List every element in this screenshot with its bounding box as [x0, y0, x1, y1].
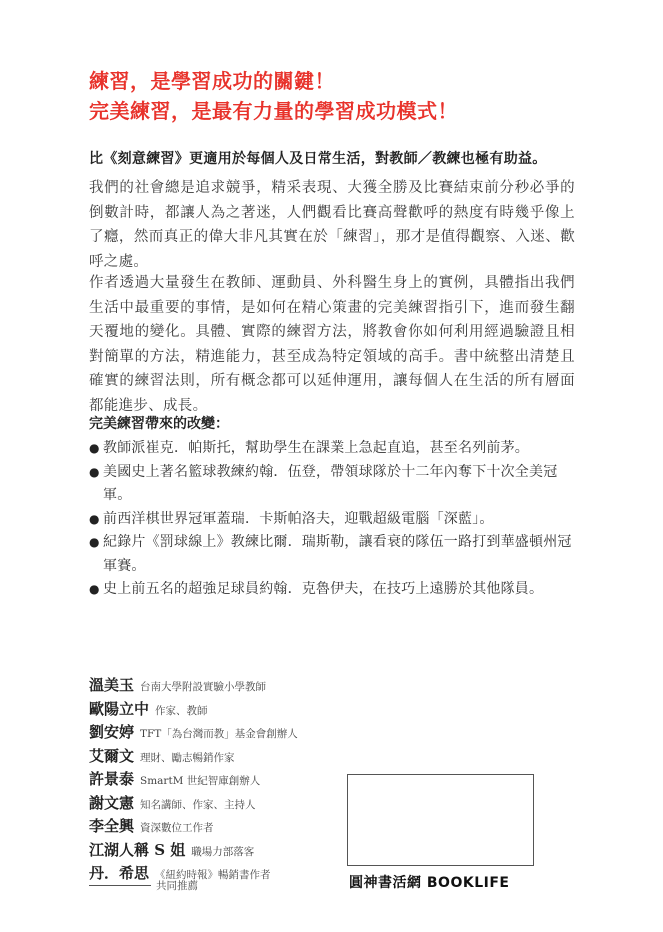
- endorser-row: [89, 745, 349, 769]
- bullet-icon: ●: [89, 535, 100, 549]
- intro-paragraph: 我們的社會總是追求競爭，精采表現、大獲全勝及比賽結束前分秒必爭的倒數計時，都讓人為之著迷，人們觀看比賽高聲歡呼的熱度有時幾乎像上了癮，然而真正的偉大非凡其實在於「練習」，那才是值得觀察、入迷、歡呼之處。: [89, 180, 575, 270]
- headline-line-2: 完美練習，是最有力量的學習成功模式！: [89, 99, 458, 123]
- endorser-name: 劉安婷: [89, 723, 135, 741]
- list-item-text: 紀錄片《罰球線上》教練比爾．瑞斯勒，讓看衰的隊伍一路打到華盛頓州冠軍賽。: [103, 534, 572, 574]
- list-item: [89, 531, 579, 578]
- changes-list: [89, 437, 579, 602]
- endorser-name: 許景泰: [89, 770, 135, 788]
- endorser-row: [89, 698, 349, 722]
- headline-line-1: 練習，是學習成功的關鍵！: [89, 69, 335, 93]
- endorser-name: 江湖人稱 S 姐: [89, 840, 186, 859]
- endorser-name: 李全興: [89, 817, 135, 835]
- changes-title: 完美練習帶來的改變：: [89, 416, 229, 432]
- lead-sentence: 比《刻意練習》更適用於每個人及日常生活，對教師／教練也極有助益。: [89, 151, 547, 167]
- joint-recommendation: [89, 878, 198, 893]
- barcode-placeholder-box: [347, 774, 534, 866]
- endorser-title: TFT「為台灣而教」基金會創辦人: [140, 728, 298, 740]
- endorser-row: [89, 768, 349, 792]
- endorser-title: 理財、勵志暢銷作家: [140, 751, 235, 764]
- endorser-row: [89, 815, 349, 839]
- endorser-row: [89, 674, 349, 698]
- endorser-row: [89, 721, 349, 745]
- endorser-name: 艾爾文: [89, 746, 135, 765]
- endorser-title: 資深數位工作者: [140, 822, 214, 834]
- list-item: [89, 578, 579, 602]
- bullet-icon: ●: [89, 441, 100, 455]
- recommend-divider: [89, 885, 151, 886]
- endorser-name: 溫美玉: [89, 676, 135, 694]
- headline: [89, 66, 458, 126]
- endorser-title: 作家、教師: [155, 704, 208, 717]
- bullet-icon: ●: [89, 464, 100, 479]
- endorser-row: [89, 792, 349, 816]
- endorser-name: 歐陽立中: [89, 699, 150, 718]
- endorser-name: 丹．希思: [89, 864, 150, 882]
- list-item-text: 史上前五名的超強足球員約翰．克魯伊夫，在技巧上遠勝於其他隊員。: [103, 581, 544, 597]
- recommend-label: 共同推薦: [156, 880, 198, 892]
- endorser-title: 知名講師、作家、主持人: [140, 798, 256, 811]
- list-item-text: 教師派崔克．帕斯托，幫助學生在課業上急起直追，甚至名列前茅。: [103, 440, 529, 456]
- endorser-title: 職場力部落客: [191, 845, 255, 858]
- endorser-title: 《紐約時報》暢銷書作者: [155, 869, 271, 881]
- list-item: [89, 437, 579, 461]
- endorser-title: SmartM 世紀智庫創辦人: [140, 775, 261, 787]
- description-paragraph: 作者透過大量發生在教師、運動員、外科醫生身上的實例，具體指出我們生活中最重要的事情，是如何在精心策畫的完美練習指引下，進而發生翻天覆地的變化。具體、實際的練習方法，將教會你如何利用經過驗證且相對簡單的方法，精進能力，甚至成為特定領域的高手。書中統整出清楚且確實的練習法則，所有概念都可以延伸運用，讓每個人在生活的所有層面都能進步、成長。: [89, 275, 575, 414]
- bullet-icon: ●: [89, 582, 100, 596]
- endorser-name: 謝文憲: [89, 793, 135, 812]
- endorser-row: [89, 839, 349, 863]
- list-item: [89, 508, 579, 532]
- endorsers-list: [89, 674, 349, 886]
- endorser-title: 台南大學附設實驗小學教師: [140, 681, 267, 693]
- list-item-text: 美國史上著名籃球教練約翰．伍登，帶領球隊於十二年內奪下十次全美冠軍。: [103, 463, 558, 503]
- publisher-logo: 圓神書活網 BOOKLIFE: [349, 875, 510, 891]
- list-item-text: 前西洋棋世界冠軍蓋瑞．卡斯帕洛夫，迎戰超級電腦「深藍」。: [103, 510, 494, 527]
- list-item: [89, 461, 579, 508]
- bullet-icon: ●: [89, 511, 100, 526]
